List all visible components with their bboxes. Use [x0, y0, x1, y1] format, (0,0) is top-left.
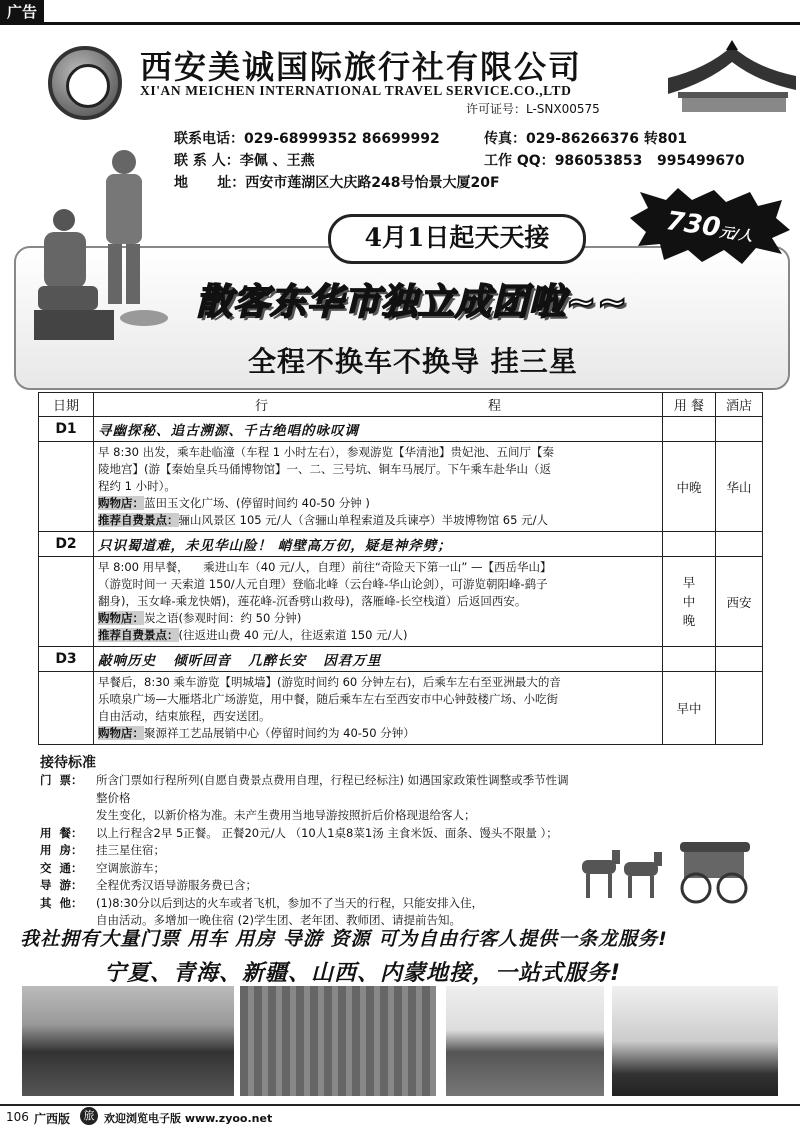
fax-label: 传真：: [484, 131, 526, 147]
headline: 散客东华市独立成团啦~~: [196, 282, 629, 323]
itinerary-table: [38, 392, 763, 745]
person-line: [174, 150, 315, 170]
ad-tag: 广告: [0, 0, 44, 24]
day-description: 早 8:30 出发，乘车赴临潼（车程 1 小时左右），参观游览【华清池】贵妃池、五间厅【秦 陵地宫】(游【秦始皇兵马俑博物馆】一、二、三号坑、铜车马展厅。下午乘车赴华山（返 程约 1 小时）。 购物店：蓝田玉文化广场、(停留时间约 40-50 分钟 ) 推荐自费景点：骊山风景区 105 元/人（含骊山单程索道及兵谏亭）半坡博物馆 65 元/人: [94, 442, 663, 532]
edition-label: 广西版: [34, 1112, 71, 1126]
day-label: D2: [39, 532, 94, 557]
terracotta-army-photo: [240, 986, 436, 1096]
day-description: 早餐后，8:30 乘车游览【明城墙】(游览时间约 60 分钟左右)，后乘车左右至亚洲最大的音 乐喷泉广场—大雁塔北广场游览，用中餐，随后乘车左右至西安市中心钟鼓楼广场、小吃街 自由活动，结束旅程，西安送团。 购物店：聚源祥工艺品展销中心（停留时间约为 40-50 分钟）: [94, 672, 663, 745]
footer-website[interactable]: 欢迎浏览电子版 www.zyoo.net: [104, 1112, 273, 1125]
qq-label: 工作 QQ：: [484, 153, 555, 169]
standard-item: 交 通： 空调旅游车；: [40, 860, 165, 875]
standard-item: 自由活动。多增加一晚住宿 (2)学生团、老年团、教师团、请提前告知。: [96, 913, 461, 927]
start-date-pill: 4月1日起天天接: [328, 214, 586, 264]
city-wall-photo: [446, 986, 604, 1096]
address-line: [174, 172, 500, 192]
standards-title: 接待标准: [40, 755, 96, 771]
page-footer: [0, 1104, 800, 1130]
address-value: 西安市莲湖区大庆路248号怡景大厦20F: [245, 175, 500, 191]
standard-item: 门 票： 所含门票如行程所列(自愿自费景点费用自理，行程已经标注) 如遇国家政策性调整或季节性调整价格: [40, 773, 569, 805]
subhead: 全程不换车不换导 挂三星: [248, 345, 578, 378]
person-value: 李佩 、王燕: [239, 153, 315, 169]
service-line-1: 我社拥有大量门票 用车 用房 导游 资源 可为自由行客人提供一条龙服务!: [20, 928, 668, 950]
standard-item: 发生变化，以新价格为准。未产生费用当地导游按照折后价格现退给客人；: [96, 808, 476, 822]
phone-label: 联系电话：: [174, 131, 244, 147]
standard-item: 其 他： (1)8:30分以后到达的火车或者飞机，参加不了当天的行程，只能安排入住，: [40, 895, 484, 910]
bronze-chariot-icon: [572, 836, 768, 906]
service-line-2: 宁夏、青海、新疆、山西、内蒙地接，一站式服务!: [104, 961, 622, 986]
standard-item: 导 游： 全程优秀汉语导游服务费已含；: [40, 878, 257, 892]
table-header-row: [39, 393, 763, 417]
day-label: D3: [39, 647, 94, 672]
meal-cell: 早中: [663, 672, 716, 745]
day-label: D1: [39, 417, 94, 442]
day-theme: 敲响历史 倾听回音 几醉长安 因君万里: [94, 647, 663, 672]
standards-list: [40, 772, 580, 930]
address-label: 地 址：: [174, 175, 246, 191]
company-logo-icon: [48, 46, 122, 120]
top-rule: [0, 22, 800, 25]
hotel-cell: [716, 672, 763, 745]
day-theme-row: [39, 647, 763, 672]
terracotta-warrior-icon: [24, 150, 174, 370]
page-number: 106: [6, 1110, 29, 1124]
day-theme-row: [39, 532, 763, 557]
standard-item: 用 餐： 以上行程含2早 5正餐。 正餐20元/人 （10人1桌8菜1汤 主食米饭、面条、馒头不限量 ）；: [40, 825, 558, 840]
person-label: 联 系 人：: [174, 153, 240, 169]
company-name-en: XI'AN MEICHEN INTERNATIONAL TRAVEL SERVICE.CO.,LTD: [140, 83, 572, 98]
price-value: 730: [664, 206, 723, 244]
qq-line: [484, 150, 745, 170]
company-name-cn: 西安美诚国际旅行社有限公司: [140, 48, 583, 86]
col-meals: 用 餐: [663, 393, 716, 417]
meal-cell: 早 中 晚: [663, 557, 716, 647]
day-detail-row: [39, 672, 763, 745]
col-date: 日期: [39, 393, 94, 417]
day-theme-row: [39, 417, 763, 442]
hotel-cell: 华山: [716, 442, 763, 532]
day-detail-row: [39, 557, 763, 647]
day-detail-row: [39, 442, 763, 532]
day-theme: 寻幽探秘、追古溯源、千古绝唱的咏叹调: [94, 417, 663, 442]
day-theme: 只识蜀道难，未见华山险！ 峭壁高万仞，疑是神斧劈；: [94, 532, 663, 557]
phone-line: [174, 128, 440, 148]
meal-cell: 中晚: [663, 442, 716, 532]
col-hotel: 酒店: [716, 393, 763, 417]
qq-value: 986053853 995499670: [554, 153, 745, 169]
fax-value: 029-86266376 转801: [526, 131, 688, 147]
standard-item: 用 房： 挂三星住宿；: [40, 843, 165, 857]
mountain-photo: [22, 986, 234, 1096]
price-unit: 元/人: [718, 224, 754, 245]
day-description: 早 8:00 用早餐， 乘进山车（40 元/人，自理）前往“奇险天下第一山” —【西岳华山】 （游览时间一 天索道 150/人元自理）登临北峰（云台峰-华山论剑），可游览朝阳峰-鹞子 翻身)，玉女峰-乘龙快婿)，莲花峰-沉香劈山救母)，落雁峰-长空栈道）后返回西安。 购物店：炭之语(参观时间：约 50 分钟) 推荐自费景点：(往返进山费 40 元/人，往返索道 150 元/人): [94, 557, 663, 647]
hotel-cell: 西安: [716, 557, 763, 647]
col-itinerary: 行 程: [94, 393, 663, 417]
temple-roof-icon: [668, 38, 796, 116]
edition-badge-icon: 旅: [80, 1107, 98, 1125]
big-wild-goose-pagoda-photo: [612, 986, 778, 1096]
phone-value: 029-68999352 86699992: [244, 131, 440, 147]
fax-line: [484, 128, 687, 148]
license-number: 许可证号：L-SNX00575: [466, 102, 600, 116]
